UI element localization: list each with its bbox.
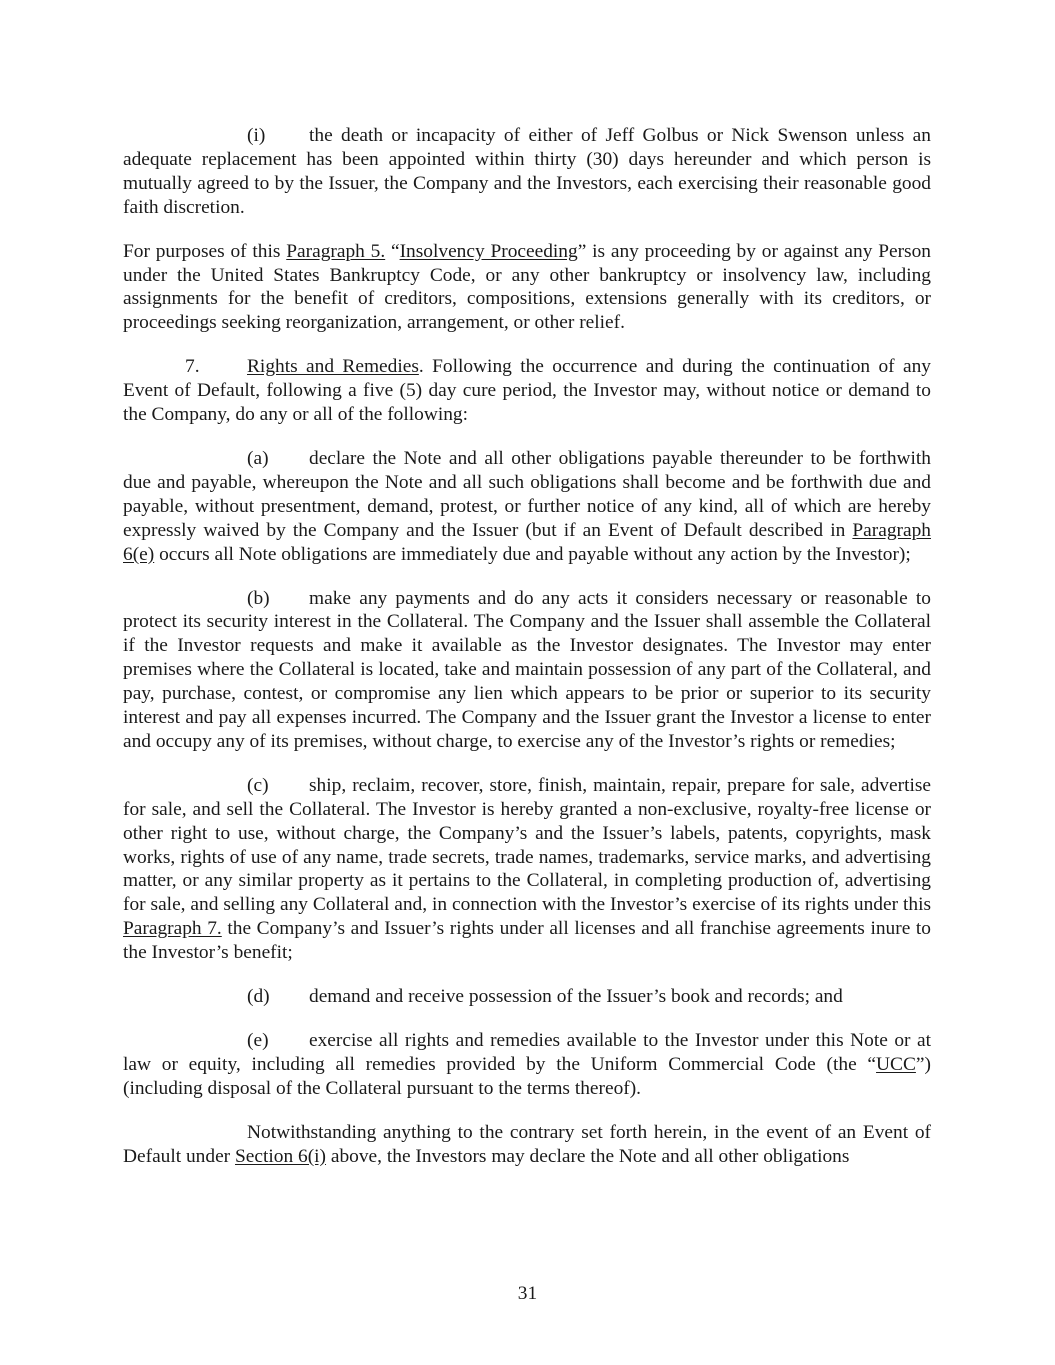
paragraph-5-reference: Paragraph 5. bbox=[286, 240, 386, 262]
insolvency-definition-paragraph bbox=[123, 240, 931, 336]
paragraph-6e-reference: Paragraph 6(e) bbox=[123, 519, 931, 565]
item-b-text: make any payments and do any acts it considers necessary or reasonable to protect its security interest in the Collateral. The Company and the Issuer shall assemble the Collateral if the Investor requests and make it available as the Investor designates. The Investor may enter premises where the Collateral is located, take and maintain possession of any part of the Collateral, and pay, purchase, contest, or compromise any lien which appears to be prior or superior to its security interest and pay all expenses incurred. The Company and the Issuer grant the Investor a license to enter and occupy any of its premises, without charge, to exercise any of the Investor’s rights or remedies; bbox=[123, 587, 931, 752]
item-e-label: (e) bbox=[247, 1030, 269, 1051]
item-i-label: (i) bbox=[247, 125, 266, 146]
purposes-rest: ” is any proceeding by or against any Person under the United States Bankruptcy Code, or any other bankruptcy or insolvency law, including assignments for the benefit of creditors, compositions, extensions generally with its creditors, or proceedings seeking reorganization, arrangement, or other relief. bbox=[123, 240, 931, 334]
section-7-text: . Following the occurrence and during the continuation of any Event of Default, following a five (5) day cure period, the Investor may, without notice or demand to the Company, do any or all of the following: bbox=[123, 356, 931, 426]
notwithstanding-text-after: above, the Investors may declare the Note and all other obligations bbox=[326, 1145, 850, 1167]
notwithstanding-text-before: Notwithstanding anything to the contrary set forth herein, in the event of an Event of Default under bbox=[123, 1121, 931, 1167]
item-i-paragraph bbox=[123, 124, 931, 220]
item-c-text-before: ship, reclaim, recover, store, finish, maintain, repair, prepare for sale, advertise for sale, and sell the Collateral. The Investor is hereby granted a non-exclusive, royalty-free license or other right to use, without charge, the Company’s and the Issuer’s labels, patents, copyrights, mask works, rights of use of any name, trade secrets, trade names, trademarks, service marks, and advertising matter, or any similar property as it pertains to the Collateral, in completing production of, advertising for sale, and selling any Collateral and, in connection with the Investor’s exercise of its rights under this bbox=[123, 774, 931, 916]
open-quote: “ bbox=[385, 240, 400, 262]
item-e-paragraph bbox=[123, 1029, 931, 1101]
paragraph-7-reference: Paragraph 7. bbox=[123, 918, 222, 940]
item-d-text: demand and receive possession of the Issuer’s book and records; and bbox=[309, 986, 843, 1008]
page-number: 31 bbox=[517, 1283, 538, 1304]
item-a-text-before: declare the Note and all other obligations payable thereunder to be forthwith due and payable, whereupon the Note and all such obligations shall become and be forthwith due and payable, without presentment, demand, protest, or further notice of any kind, all of which are hereby expressly waived by the Company and the Issuer (but if an Event of Default described in bbox=[123, 447, 931, 541]
item-b-label: (b) bbox=[247, 587, 270, 609]
ucc-term: UCC bbox=[876, 1053, 916, 1075]
document-body bbox=[123, 124, 931, 1169]
item-i-text: the death or incapacity of either of Jeff Golbus or Nick Swenson unless an adequate replacement has been appointed within thirty (30) days hereunder and which person is mutually agreed to by the Issuer, the Company and the Investors, each exercising their reasonable good faith discretion. bbox=[123, 125, 931, 218]
item-c-paragraph bbox=[123, 774, 931, 965]
item-d-label: (d) bbox=[247, 986, 270, 1008]
section-7-number: 7. bbox=[185, 356, 200, 378]
section-6i-reference: Section 6(i) bbox=[235, 1145, 327, 1167]
item-b-paragraph bbox=[123, 587, 931, 754]
item-e-text-after: ”) (including disposal of the Collateral pursuant to the terms thereof). bbox=[123, 1053, 931, 1099]
item-d-paragraph bbox=[123, 985, 931, 1009]
item-c-text-after: the Company’s and Issuer’s rights under all licenses and all franchise agreements inure to the Investor’s benefit; bbox=[123, 918, 931, 964]
item-c-label: (c) bbox=[247, 774, 269, 796]
notwithstanding-paragraph bbox=[123, 1121, 931, 1169]
insolvency-proceeding-term: Insolvency Proceeding bbox=[399, 240, 578, 262]
item-a-label: (a) bbox=[247, 447, 269, 469]
purposes-intro: For purposes of this bbox=[123, 240, 287, 262]
item-a-text-after: occurs all Note obligations are immediately due and payable without any action by the Investor); bbox=[154, 543, 911, 565]
section-7-paragraph bbox=[123, 355, 931, 427]
item-e-text-before: exercise all rights and remedies available to the Investor under this Note or at law or equity, including all remedies provided by the Uniform Commercial Code (the “ bbox=[123, 1030, 931, 1075]
section-7-heading: Rights and Remedies bbox=[247, 356, 419, 378]
item-a-paragraph bbox=[123, 447, 931, 567]
